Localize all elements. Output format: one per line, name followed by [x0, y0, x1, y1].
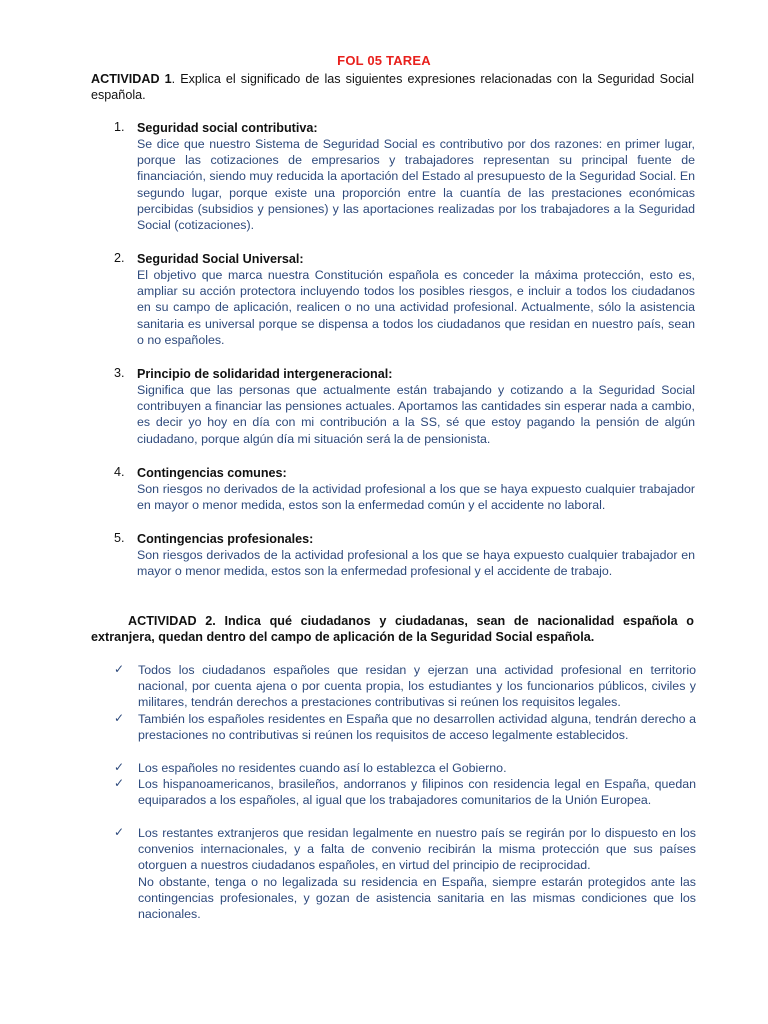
activity-1-statement: [91, 71, 694, 103]
check-icon: ✓: [114, 760, 125, 774]
bullet-text: También los españoles residentes en España que no desarrollen actividad alguna, tendrán derecho a prestaciones no contributivas si reúnen los requisitos de acceso legalmente establecidos.: [138, 712, 696, 743]
item-body: Son riesgos derivados de la actividad profesional a los que se haya expuesto cualquier trabajador en mayor o menor medida, estos son la enfermedad profesional y el accidente de trabajo.: [137, 548, 695, 579]
bullet-text: Todos los ciudadanos españoles que residan y ejerzan una actividad profesional en territorio nacional, por cuenta ajena o por cuenta propia, los estudiantes y los funcionarios públicos, civiles y militares, tendrán derechos a prestaciones contributivas si reúnen los requisitos legales.: [138, 663, 696, 710]
item-number: 3.: [114, 366, 125, 380]
item-body: Se dice que nuestro Sistema de Seguridad Social es contributivo por dos razones: en primer lugar, porque las cotizaciones de empresarios y trabajadores representan su principal fuente de financiación, siendo muy reducida la aportación del Estado al presupuesto de la Seguridad Social. En segundo lugar, porque existe una proporción entre la cuantía de las prestaciones económicas percibidas (subsidios y pensiones) y las aportaciones realizadas por los trabajadores a la Seguridad Social (cotizaciones).: [137, 137, 695, 233]
check-icon: ✓: [114, 711, 125, 725]
item-heading: Contingencias profesionales:: [137, 532, 314, 546]
activity-2-text: . Indica qué ciudadanos y ciudadanas, sean de nacionalidad española o extranjera, quedan dentro del campo de aplicación de la Seguridad Social española.: [91, 614, 694, 644]
item-heading: Contingencias comunes:: [137, 466, 287, 480]
item-body: El objetivo que marca nuestra Constitución española es conceder la máxima protección, esto es, ampliar su acción protectora incluyendo todos los posibles riesgos, e incluir a todos los ciudadanos en su campo de aplicación, realicen o no una actividad profesional. Actualmente, sólo la asistencia sanitaria es universal porque se dispensa a todos los ciudadanos que residan en nuestro país, sean o no españoles.: [137, 268, 695, 347]
item-heading: Principio de solidaridad intergeneracional:: [137, 367, 393, 381]
activity-2-label: ACTIVIDAD 2: [128, 614, 213, 628]
item-number: 1.: [114, 120, 125, 134]
item-body: Son riesgos no derivados de la actividad profesional a los que se haya expuesto cualquier trabajador en mayor o menor medida, estos son la enfermedad común y el accidente no laboral.: [137, 482, 695, 513]
item-heading: Seguridad social contributiva:: [137, 121, 318, 135]
bullet-text: Los restantes extranjeros que residan legalmente en nuestro país se regirán por lo dispuesto en los convenios internacionales, y a falta de convenio recibirán la misma protección que sus países otorguen a nuestros ciudadanos españoles, en virtud del principio de reciprocidad.: [138, 826, 696, 873]
closing-text: No obstante, tenga o no legalizada su residencia en España, siempre estarán protegidos ante las contingencias profesionales, y gozan de asistencia sanitaria en las mismas condiciones que los nacionales.: [138, 875, 696, 922]
item-number: 4.: [114, 465, 125, 479]
item-number: 5.: [114, 531, 125, 545]
bullet-text: Los españoles no residentes cuando así lo establezca el Gobierno.: [138, 761, 507, 775]
activity-2-statement: [91, 613, 694, 645]
item-body: Significa que las personas que actualmente están trabajando y cotizando a la Seguridad Social contribuyen a financiar las pensiones actuales. Aportamos las cantidades sin esperar nada a cambio, es decir yo hoy en día con mi contribución a la SS, sé que estoy pagando la pensión de algún ciudadano, porque algún día mi situación será la de pensionista.: [137, 383, 695, 446]
activity-1-label: ACTIVIDAD 1: [91, 72, 172, 86]
bullet-text: Los hispanoamericanos, brasileños, andorranos y filipinos con residencia legal en España, quedan equiparados a los españoles, al igual que los trabajadores comunitarios de la Unión Europea.: [138, 777, 696, 808]
item-number: 2.: [114, 251, 125, 265]
check-icon: ✓: [114, 776, 125, 790]
item-heading: Seguridad Social Universal:: [137, 252, 304, 266]
check-icon: ✓: [114, 825, 125, 839]
activity-1-text: . Explica el significado de las siguientes expresiones relacionadas con la Seguridad Social española.: [91, 72, 694, 102]
document-title: FOL 05 TAREA: [337, 53, 431, 68]
check-icon: ✓: [114, 662, 125, 676]
